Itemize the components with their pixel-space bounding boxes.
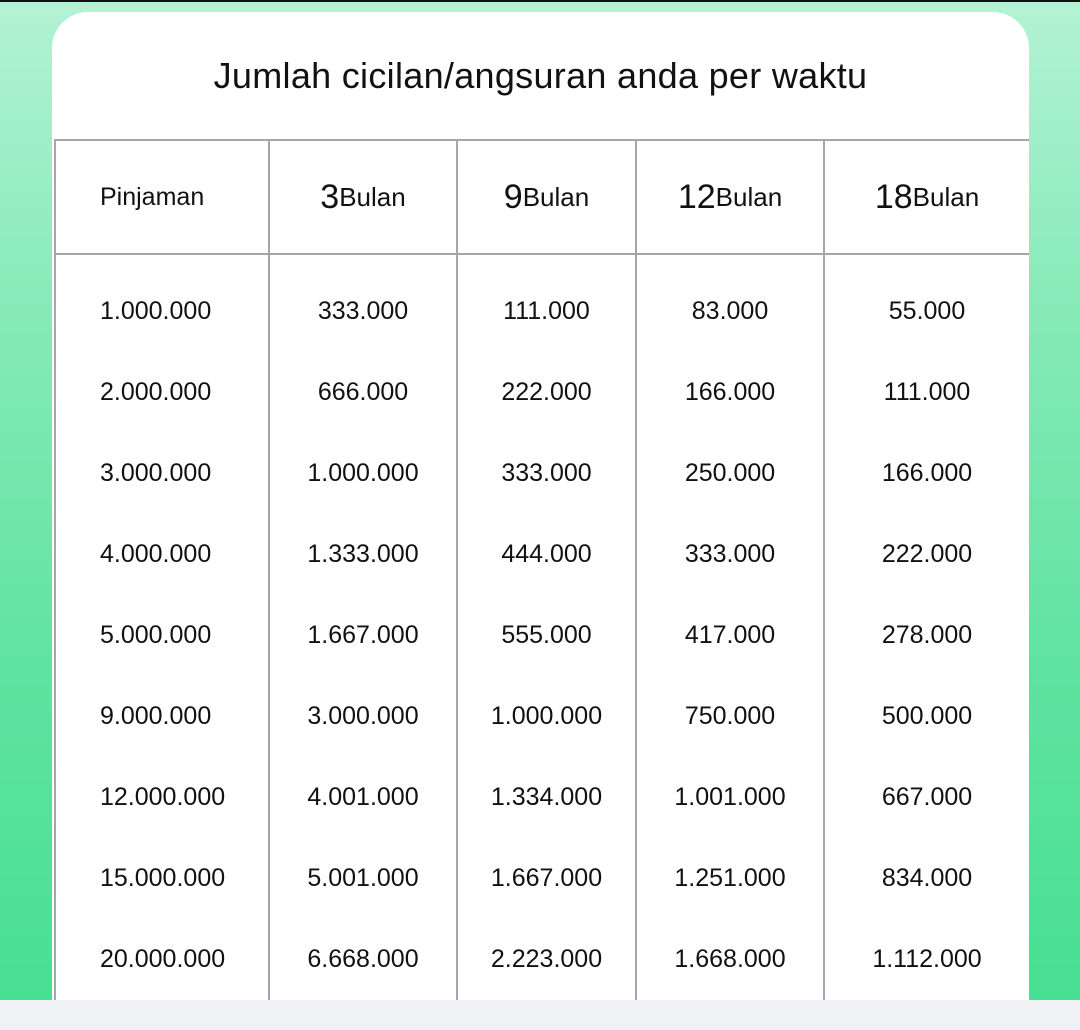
cell-12-bulan: 1.668.000 xyxy=(674,944,786,973)
cell-3-bulan: 666.000 xyxy=(317,377,409,406)
cell-3-bulan: 4.001.000 xyxy=(307,782,419,811)
cell-pinjaman: 5.000.000 xyxy=(100,620,212,649)
cell-18-bulan: 166.000 xyxy=(881,458,973,487)
cell-9-bulan: 333.000 xyxy=(501,458,592,487)
cell-pinjaman: 9.000.000 xyxy=(100,701,212,730)
cell-9-bulan: 1.000.000 xyxy=(490,701,603,730)
cell-pinjaman: 4.000.000 xyxy=(100,539,212,568)
cell-3-bulan: 5.001.000 xyxy=(307,863,419,892)
cell-12-bulan: 250.000 xyxy=(684,458,776,487)
cell-18-bulan: 500.000 xyxy=(881,701,973,730)
top-edge xyxy=(0,0,1080,2)
cell-18-bulan: 834.000 xyxy=(881,863,973,892)
cell-3-bulan: 1.000.000 xyxy=(307,458,419,487)
header-18-bulan xyxy=(825,142,1029,253)
cell-pinjaman: 12.000.000 xyxy=(100,782,226,811)
cell-9-bulan: 222.000 xyxy=(501,377,592,406)
header-3-bulan xyxy=(270,142,456,253)
cell-12-bulan: 166.000 xyxy=(684,377,776,406)
cell-12-bulan: 333.000 xyxy=(684,539,776,568)
header-months-number: 12 xyxy=(677,178,716,216)
cell-12-bulan: 750.000 xyxy=(684,701,776,730)
cell-pinjaman: 3.000.000 xyxy=(100,458,212,487)
cell-3-bulan: 1.667.000 xyxy=(307,620,419,649)
cell-9-bulan: 2.223.000 xyxy=(490,944,603,973)
cell-18-bulan: 278.000 xyxy=(881,620,973,649)
header-months-number: 18 xyxy=(874,178,913,216)
header-months-unit: Bulan xyxy=(339,182,406,212)
cell-18-bulan: 55.000 xyxy=(888,296,966,325)
cell-9-bulan: 111.000 xyxy=(503,296,590,325)
cell-pinjaman: 1.000.000 xyxy=(100,296,212,325)
cell-pinjaman: 2.000.000 xyxy=(100,377,212,406)
header-months-unit: Bulan xyxy=(912,182,980,212)
cell-12-bulan: 417.000 xyxy=(684,620,776,649)
cell-9-bulan: 444.000 xyxy=(501,539,592,568)
cell-18-bulan: 1.112.000 xyxy=(872,944,982,973)
cell-3-bulan: 3.000.000 xyxy=(307,701,419,730)
cell-9-bulan: 1.334.000 xyxy=(490,782,603,811)
cell-pinjaman: 20.000.000 xyxy=(100,944,226,973)
header-bottom-border xyxy=(54,253,1029,255)
cell-18-bulan: 222.000 xyxy=(881,539,973,568)
cell-18-bulan: 667.000 xyxy=(881,782,973,811)
cell-pinjaman: 15.000.000 xyxy=(100,863,226,892)
cell-3-bulan: 6.668.000 xyxy=(307,944,419,973)
cell-9-bulan: 1.667.000 xyxy=(490,863,603,892)
cell-18-bulan: 111.000 xyxy=(883,377,971,406)
card-title: Jumlah cicilan/angsuran anda per waktu xyxy=(213,55,868,96)
header-months-number: 3 xyxy=(320,178,340,216)
header-months-unit: Bulan xyxy=(715,182,783,212)
header-pinjaman: Pinjaman xyxy=(100,183,205,211)
cell-12-bulan: 1.251.000 xyxy=(674,863,786,892)
table-top-border xyxy=(54,139,1029,141)
cell-9-bulan: 555.000 xyxy=(501,620,592,649)
header-months-number: 9 xyxy=(503,178,523,216)
header-9-bulan xyxy=(458,142,635,253)
bottom-strip xyxy=(0,1000,1080,1030)
header-12-bulan xyxy=(637,142,823,253)
cell-12-bulan: 1.001.000 xyxy=(674,782,786,811)
cell-3-bulan: 1.333.000 xyxy=(307,539,419,568)
cell-3-bulan: 333.000 xyxy=(317,296,409,325)
cell-12-bulan: 83.000 xyxy=(691,296,769,325)
installment-card xyxy=(52,12,1029,1000)
header-months-unit: Bulan xyxy=(522,182,590,212)
